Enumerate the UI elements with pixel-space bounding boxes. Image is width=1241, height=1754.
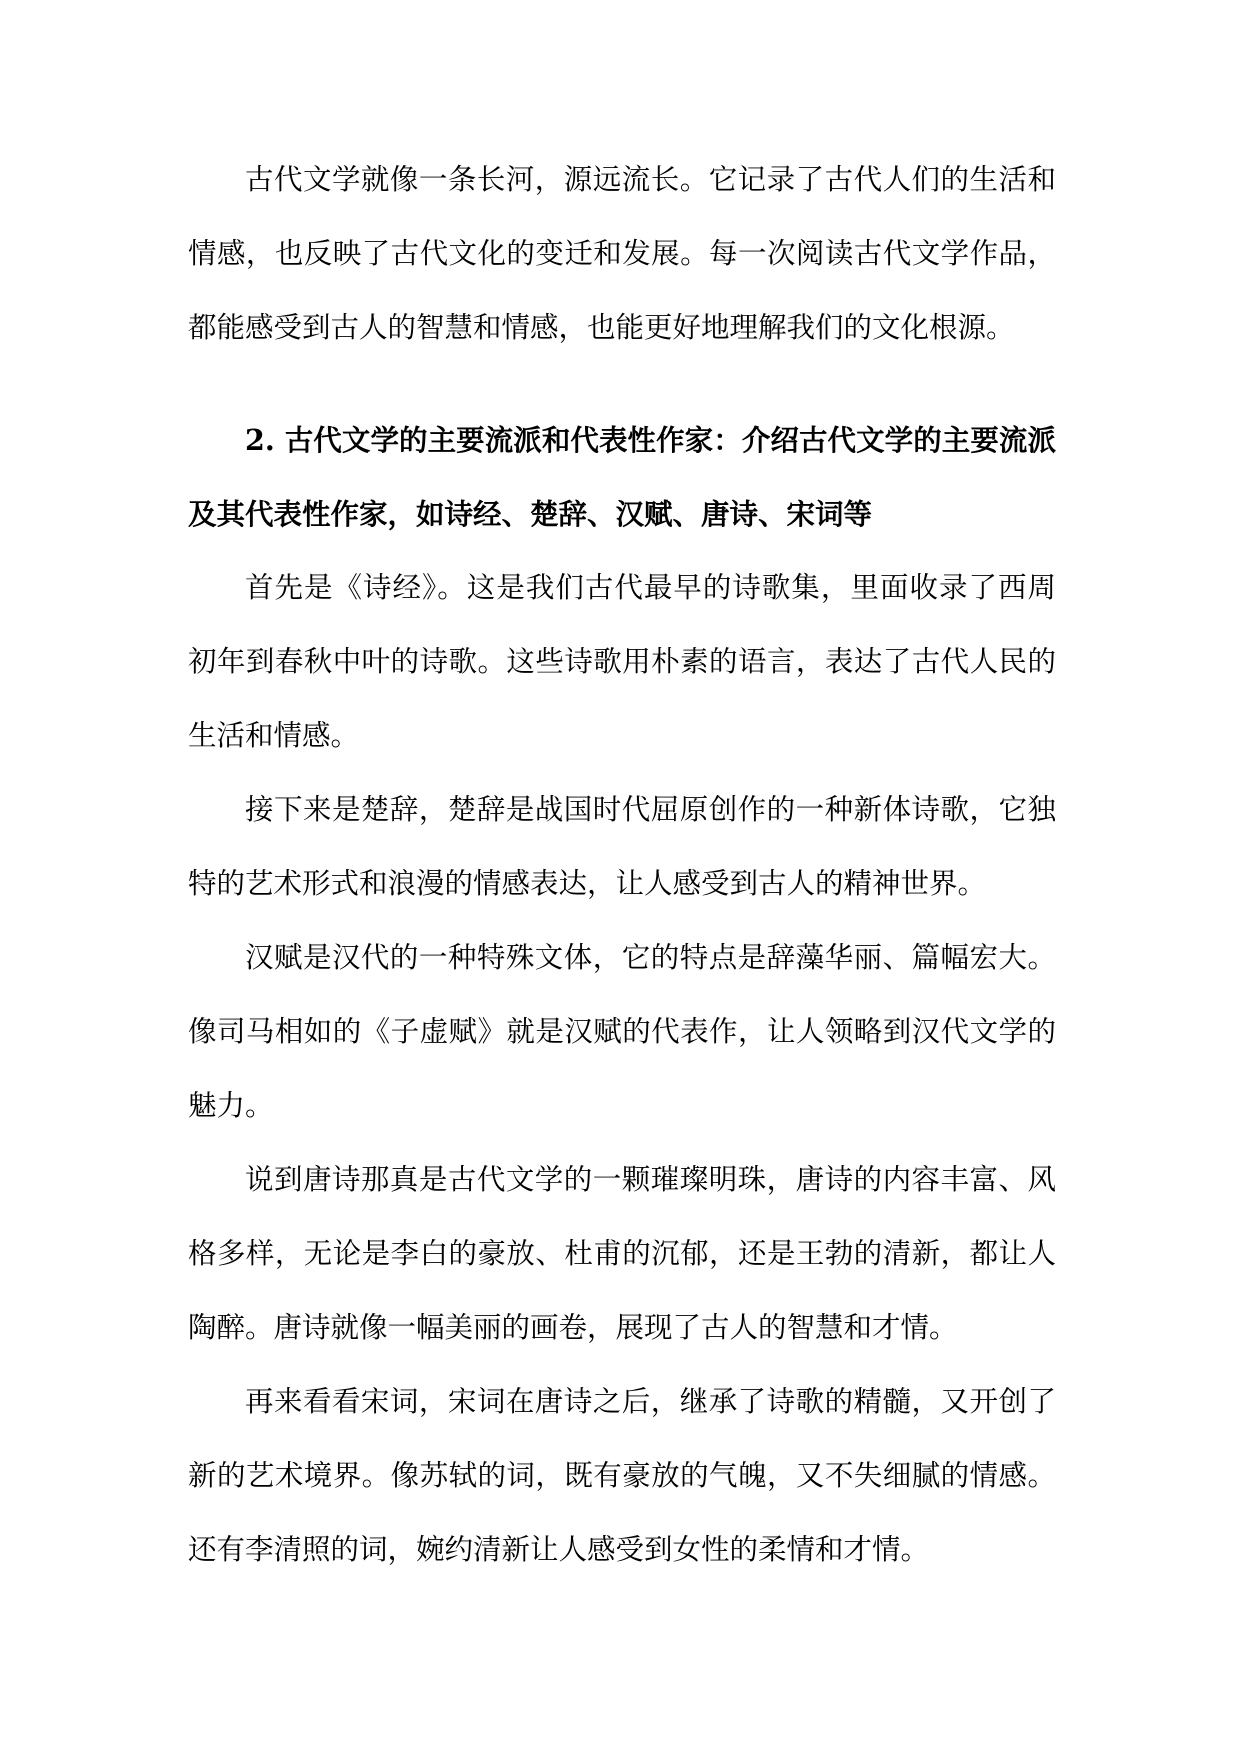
paragraph-chuci: 接下来是楚辞，楚辞是战国时代屈原创作的一种新体诗歌，它独特的艺术形式和浪漫的情感表达，让人感受到古人的精神世界。 — [188, 793, 1056, 900]
paragraph-hanfu: 汉赋是汉代的一种特殊文体，它的特点是辞藻华丽、篇幅宏大。像司马相如的《子虚赋》就是汉赋的代表作，让人领略到汉代文学的魅力。 — [188, 941, 1056, 1122]
paragraph-tangshi: 说到唐诗那真是古代文学的一颗璀璨明珠，唐诗的内容丰富、风格多样，无论是李白的豪放、杜甫的沉郁，还是王勃的清新，都让人陶醉。唐诗就像一幅美丽的画卷，展现了古人的智慧和才情。 — [188, 1163, 1056, 1344]
paragraph-songci: 再来看看宋词，宋词在唐诗之后，继承了诗歌的精髓，又开创了新的艺术境界。像苏轼的词，既有豪放的气魄，又不失细腻的情感。还有李清照的词，婉约清新让人感受到女性的柔情和才情。 — [188, 1385, 1056, 1566]
section-heading: 2. 古代文学的主要流派和代表性作家：介绍古代文学的主要流派及其代表性作家，如诗经、楚辞、汉赋、唐诗、宋词等 — [188, 423, 1056, 531]
document-page — [188, 143, 1056, 1587]
intro-paragraph: 古代文学就像一条长河，源远流长。它记录了古代人们的生活和情感，也反映了古代文化的变迁和发展。每一次阅读古代文学作品，都能感受到古人的智慧和情感，也能更好地理解我们的文化根源。 — [188, 163, 1056, 344]
paragraph-shijing: 首先是《诗经》。这是我们古代最早的诗歌集，里面收录了西周初年到春秋中叶的诗歌。这些诗歌用朴素的语言，表达了古代人民的生活和情感。 — [188, 571, 1056, 752]
